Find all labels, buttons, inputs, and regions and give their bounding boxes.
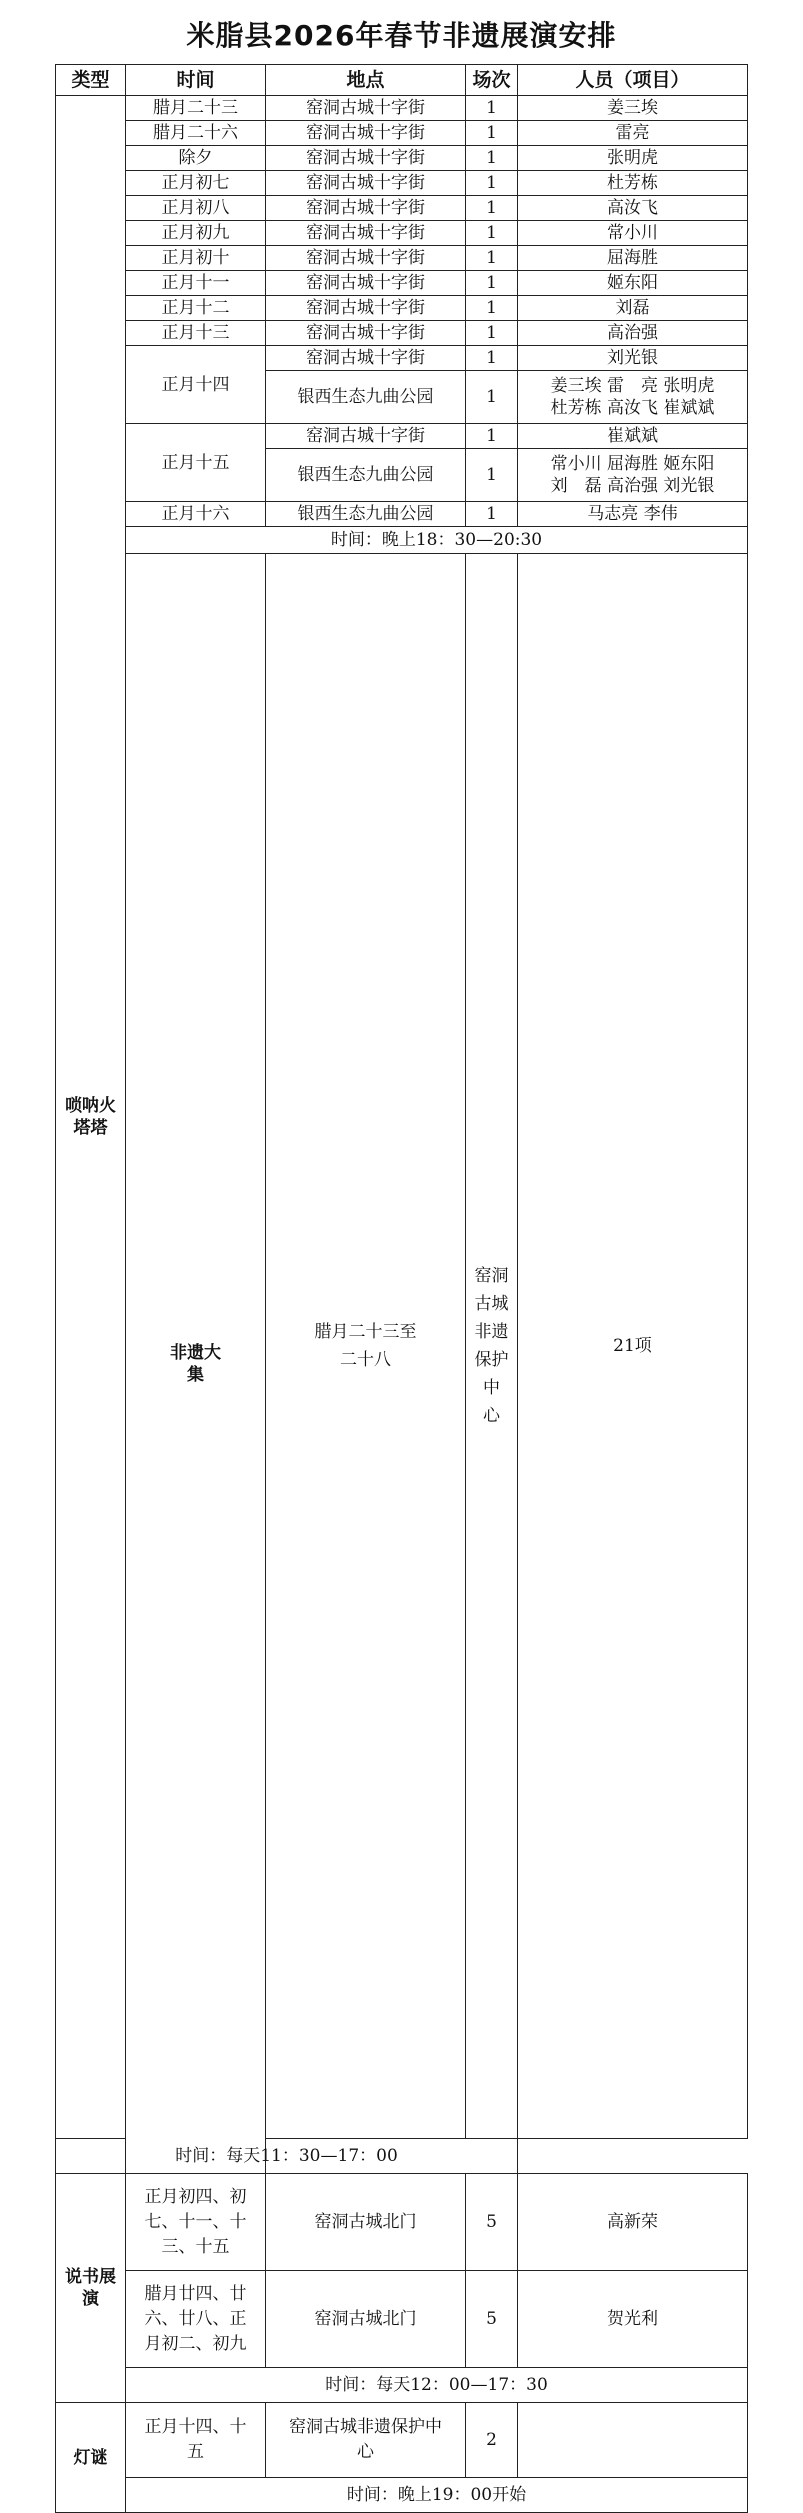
cell-people: 刘光银 (518, 346, 748, 371)
table-row (56, 2403, 748, 2478)
people-line: 刘 磊 高治强 刘光银 (550, 476, 715, 496)
cell-sessions: 2 (466, 2403, 518, 2478)
cell-sessions: 1 (466, 321, 518, 346)
cell-time: 正月初九 (126, 221, 266, 246)
cell-time: 正月初七 (126, 171, 266, 196)
header-sessions: 场次 (466, 65, 518, 96)
category-label: 唢呐火塔塔 (65, 1096, 116, 1138)
header-type: 类型 (56, 65, 126, 96)
table-row (56, 196, 748, 221)
cell-place: 窑洞古城十字街 (266, 146, 466, 171)
table-row (56, 502, 748, 527)
cell-place: 银西生态九曲公园 (266, 449, 466, 502)
cell-people: 高汝飞 (518, 196, 748, 221)
time-line: 二十八 (340, 1350, 391, 1370)
header-row (56, 65, 748, 96)
cell-people (518, 2403, 748, 2478)
time-line: 三、十五 (161, 2236, 230, 2257)
table-row (56, 146, 748, 171)
cell-time: 正月十六 (126, 502, 266, 527)
schedule-table (55, 64, 748, 2513)
cell-time: 除夕 (126, 146, 266, 171)
cell-people: 马志亮 李伟 (518, 502, 748, 527)
cell-sessions: 1 (466, 121, 518, 146)
table-row (56, 96, 748, 121)
table-row (56, 321, 748, 346)
cell-sessions: 1 (466, 196, 518, 221)
cell-sessions: 1 (466, 371, 518, 424)
header-people: 人员（项目） (518, 65, 748, 96)
people-line: 姜三埃 雷 亮 张明虎 (550, 376, 715, 396)
time-line: 月初二、初九 (144, 2333, 247, 2354)
time-line: 七、十一、十 (144, 2211, 247, 2232)
category-label: 演 (82, 2289, 99, 2309)
category-suona (56, 96, 126, 2139)
cell-time: 腊月二十三 (126, 96, 266, 121)
cell-place: 窑洞古城十字街 (266, 196, 466, 221)
cell-people: 姬东阳 (518, 271, 748, 296)
note-row (56, 527, 748, 554)
category-label: 说书展 (65, 2267, 116, 2287)
cell-time (126, 2174, 266, 2271)
place-line: 窑洞古城非遗保护中 (289, 2417, 442, 2437)
cell-sessions: 1 (466, 246, 518, 271)
cell-place: 窑洞古城十字街 (266, 221, 466, 246)
table-row (56, 424, 748, 449)
cell-time: 正月十一 (126, 271, 266, 296)
cell-sessions: 1 (466, 271, 518, 296)
people-line: 常小川 屈海胜 姬东阳 (550, 454, 715, 474)
cell-people (518, 371, 748, 424)
cell-people: 屈海胜 (518, 246, 748, 271)
cell-time: 腊月二十六 (126, 121, 266, 146)
cell-sessions: 1 (466, 171, 518, 196)
cell-place: 窑洞古城十字街 (266, 321, 466, 346)
table-row (56, 2174, 748, 2271)
category-riddles: 灯谜 (56, 2403, 126, 2513)
cell-people: 高治强 (518, 321, 748, 346)
table-row (56, 271, 748, 296)
cell-place: 窑洞古城北门 (266, 2174, 466, 2271)
cell-place: 窑洞古城十字街 (266, 246, 466, 271)
table-row (56, 346, 748, 371)
cell-people: 崔斌斌 (518, 424, 748, 449)
cell-place: 窑洞古城十字街 (266, 296, 466, 321)
cell-sessions: 5 (466, 2271, 518, 2368)
cell-people: 杜芳栋 (518, 171, 748, 196)
time-line: 正月初四、初 (144, 2186, 247, 2207)
time-line: 腊月廿四、廿 (144, 2283, 247, 2304)
cell-place: 窑洞古城北门 (266, 2271, 466, 2368)
cell-place: 窑洞古城十字街 (266, 171, 466, 196)
cell-sessions: 1 (466, 346, 518, 371)
cell-time (126, 2403, 266, 2478)
cell-place: 银西生态九曲公园 (266, 371, 466, 424)
category-market (126, 554, 266, 2174)
cell-place: 窑洞古城十字街 (266, 424, 466, 449)
place-line: 窑洞古城非遗保护中 (474, 1266, 509, 1398)
time-note: 时间：每天11：30—17：00 (56, 2139, 518, 2174)
cell-people: 刘磊 (518, 296, 748, 321)
cell-sessions: 1 (466, 424, 518, 449)
cell-sessions: 21项 (518, 554, 748, 2139)
cell-people: 常小川 (518, 221, 748, 246)
table-row (56, 2271, 748, 2368)
cell-sessions: 5 (466, 2174, 518, 2271)
cell-place: 窑洞古城十字街 (266, 271, 466, 296)
people-line: 杜芳栋 高汝飞 崔斌斌 (550, 398, 715, 418)
table-row (56, 171, 748, 196)
time-line: 正月十四、十 (144, 2417, 247, 2437)
table-row (56, 221, 748, 246)
time-line: 六、廿八、正 (144, 2308, 247, 2329)
cell-time (126, 2271, 266, 2368)
category-storytelling (56, 2174, 126, 2403)
cell-place: 窑洞古城十字街 (266, 96, 466, 121)
table-row (56, 121, 748, 146)
cell-place: 银西生态九曲公园 (266, 502, 466, 527)
header-time: 时间 (126, 65, 266, 96)
time-line: 五 (187, 2442, 204, 2462)
cell-place (466, 554, 518, 2139)
cell-people: 贺光利 (518, 2271, 748, 2368)
cell-sessions: 1 (466, 221, 518, 246)
cell-time: 正月初八 (126, 196, 266, 221)
cell-time: 正月十四 (126, 346, 266, 424)
cell-people: 姜三埃 (518, 96, 748, 121)
page-title: 米脂县2026年春节非遗展演安排 (186, 19, 617, 52)
cell-place: 窑洞古城十字街 (266, 121, 466, 146)
cell-sessions: 1 (466, 146, 518, 171)
cell-sessions: 1 (466, 502, 518, 527)
note-row (56, 2478, 748, 2513)
time-line: 腊月二十三至 (314, 1322, 417, 1342)
time-note: 时间：晚上19：00开始 (126, 2478, 748, 2513)
cell-place: 窑洞古城十字街 (266, 346, 466, 371)
cell-sessions: 1 (466, 96, 518, 121)
cell-time: 正月十三 (126, 321, 266, 346)
cell-time: 正月初十 (126, 246, 266, 271)
cell-time: 正月十五 (126, 424, 266, 502)
cell-people: 雷亮 (518, 121, 748, 146)
cell-time: 正月十二 (126, 296, 266, 321)
note-row (56, 2139, 748, 2174)
time-note: 时间：每天12：00—17：30 (126, 2368, 748, 2403)
table-row (56, 554, 748, 2139)
category-label: 非遗大 (170, 1342, 221, 1363)
table-row (56, 246, 748, 271)
cell-place (266, 2403, 466, 2478)
cell-sessions: 1 (466, 449, 518, 502)
cell-people (518, 449, 748, 502)
place-line: 心 (483, 1406, 500, 1426)
time-note: 时间：晚上18：30—20:30 (126, 527, 748, 554)
note-row (56, 2368, 748, 2403)
place-line: 心 (357, 2442, 374, 2462)
category-label: 集 (187, 1364, 204, 1385)
table-row (56, 296, 748, 321)
cell-sessions: 1 (466, 296, 518, 321)
cell-people: 张明虎 (518, 146, 748, 171)
cell-people: 高新荣 (518, 2174, 748, 2271)
cell-time (266, 554, 466, 2139)
header-place: 地点 (266, 65, 466, 96)
